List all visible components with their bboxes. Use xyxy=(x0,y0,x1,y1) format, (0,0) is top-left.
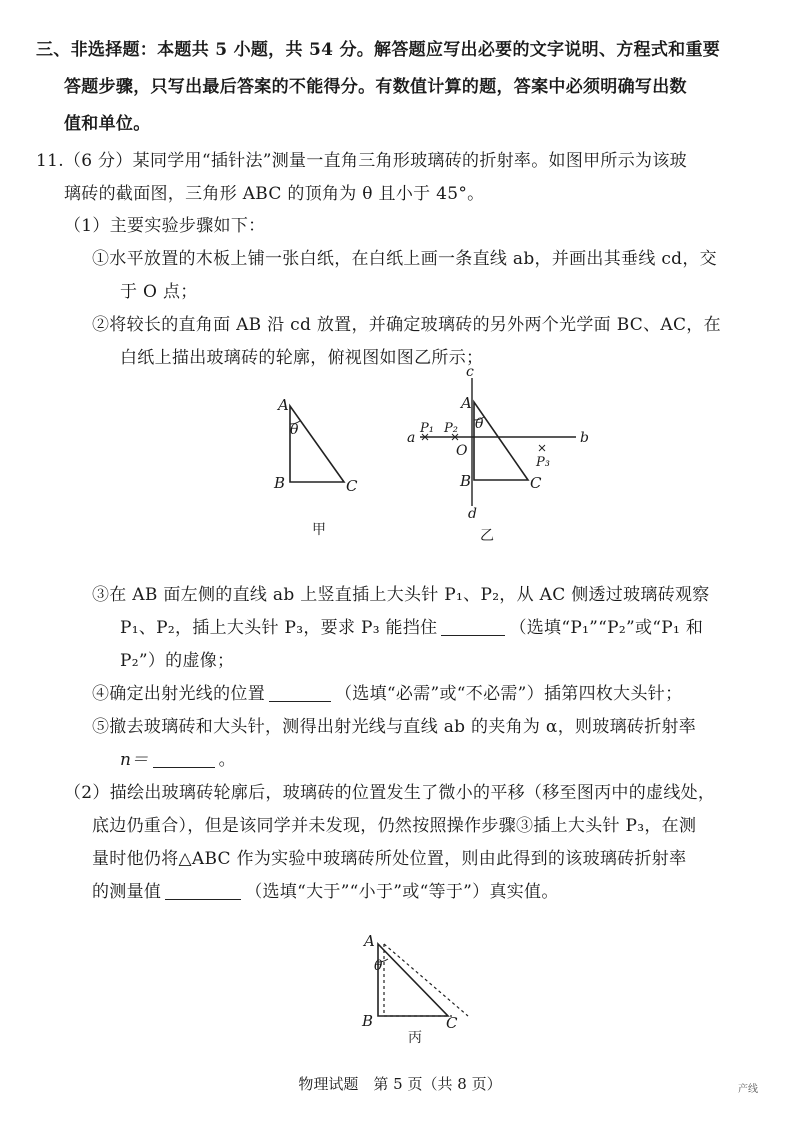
caption-yi: 乙 xyxy=(480,528,494,544)
label-b: B xyxy=(460,472,472,490)
triangle-abc xyxy=(378,944,448,1016)
answer-blank-2[interactable] xyxy=(269,683,331,702)
label-c-line: c xyxy=(466,364,474,380)
label-d-line: d xyxy=(468,506,477,522)
label-a: A xyxy=(461,394,472,412)
shifted-triangle-hypotenuse xyxy=(384,944,468,1016)
label-b: B xyxy=(274,474,286,492)
figure-bing xyxy=(350,912,490,1062)
triangle-abc xyxy=(474,402,528,480)
label-theta: θ xyxy=(290,422,299,438)
figure-yi xyxy=(400,364,600,548)
label-b: B xyxy=(362,1012,374,1030)
q11-step3-line-b xyxy=(120,616,703,640)
label-theta: θ xyxy=(475,416,484,432)
label-p1: P₁ xyxy=(420,421,434,436)
caption-bing: 丙 xyxy=(408,1030,422,1046)
q11-part2-text-2: （选填“大于”“小于”或“等于”）真实值。 xyxy=(245,882,559,902)
q11-part2-line-d xyxy=(92,880,559,904)
q11-step3-line-c: P₂”）的虚像； xyxy=(120,651,235,671)
q11-step2-line-b: 白纸上描出玻璃砖的轮廓，俯视图如图乙所示； xyxy=(120,348,484,368)
q11-step3-text-2: （选填“P₁”“P₂”或“P₁ 和 xyxy=(509,618,704,638)
pin-p3-mark xyxy=(539,445,545,451)
q11-step3-line-a: ③在 AB 面左侧的直线 ab 上竖直插上大头针 P₁、P₂，从 AC 侧透过玻璃砖观察 xyxy=(92,585,710,605)
answer-blank-3[interactable] xyxy=(153,749,215,768)
section-header-line-3: 值和单位。 xyxy=(64,114,151,134)
answer-blank-4[interactable] xyxy=(165,881,241,900)
shifted-triangle-left-edge xyxy=(384,944,452,1016)
q11-step5-text-end: 。 xyxy=(218,750,236,770)
page-footer: 物理试题 第 5 页（共 8 页） xyxy=(298,1075,502,1093)
q11-step2-line-a: ②将较长的直角面 AB 沿 cd 放置，并确定玻璃砖的另外两个光学面 BC、AC，在 xyxy=(92,315,721,335)
q11-step4-text-2: （选填“必需”或“不必需”）插第四枚大头针； xyxy=(335,684,683,704)
q11-part2-line-b: 底边仍重合），但是该同学并未发现，仍然按照操作步骤③插上大头针 P₃，在测 xyxy=(92,816,697,836)
q11-step5-line-a: ⑤撤去玻璃砖和大头针，测得出射光线与直线 ab 的夹角为 α，则玻璃砖折射率 xyxy=(92,717,697,737)
answer-blank-1[interactable] xyxy=(441,617,505,636)
q11-part2-line-a: （2）描绘出玻璃砖轮廓后，玻璃砖的位置发生了微小的平移（移至图丙中的虚线处， xyxy=(64,783,716,803)
corner-mark: 产线 xyxy=(738,1084,758,1095)
q11-part2-line-c: 量时他仍将△ABC 作为实验中玻璃砖所处位置，则由此得到的该玻璃砖折射率 xyxy=(92,849,687,869)
q11-step4-line xyxy=(92,682,682,706)
label-theta: θ xyxy=(374,958,383,974)
section-header-line-2: 答题步骤，只写出最后答案的不能得分。有数值计算的题，答案中必须明确写出数 xyxy=(64,77,687,97)
label-p3: P₃ xyxy=(536,455,550,470)
label-c: C xyxy=(346,477,358,495)
q11-step1-line-a: ①水平放置的木板上铺一张白纸，在白纸上画一条直线 ab，并画出其垂线 cd，交 xyxy=(92,249,717,269)
q11-part1-title: （1）主要实验步骤如下： xyxy=(64,216,266,236)
q11-step5-text-n: n＝ xyxy=(120,750,149,770)
triangle-abc xyxy=(290,406,344,482)
q11-step3-text-1: P₁、P₂，插上大头针 P₃，要求 P₃ 能挡住 xyxy=(120,618,438,638)
label-a: A xyxy=(278,396,289,414)
label-b-line: b xyxy=(580,430,589,446)
q11-line-2: 璃砖的截面图，三角形 ABC 的顶角为 θ 且小于 45°。 xyxy=(64,184,485,204)
label-a-line: a xyxy=(407,430,416,446)
q11-step1-line-b: 于 O 点； xyxy=(120,282,198,302)
caption-jia: 甲 xyxy=(312,522,326,538)
q11-step4-text-1: ④确定出射光线的位置 xyxy=(92,684,265,704)
q11-step5-line-b xyxy=(120,748,236,772)
q11-part2-text-1: 的测量值 xyxy=(92,882,162,902)
label-p2: P₂ xyxy=(444,421,458,436)
q11-line-1: 11.（6 分）某同学用“插针法”测量一直角三角形玻璃砖的折射率。如图甲所示为该玻 xyxy=(36,151,687,171)
label-c: C xyxy=(446,1014,458,1032)
label-c: C xyxy=(530,474,542,492)
label-a: A xyxy=(364,932,375,950)
section-header-line-1: 三、非选择题：本题共 5 小题，共 54 分。解答题应写出必要的文字说明、方程式和重要 xyxy=(36,40,721,60)
label-o: O xyxy=(456,443,468,459)
figure-jia xyxy=(268,390,368,540)
